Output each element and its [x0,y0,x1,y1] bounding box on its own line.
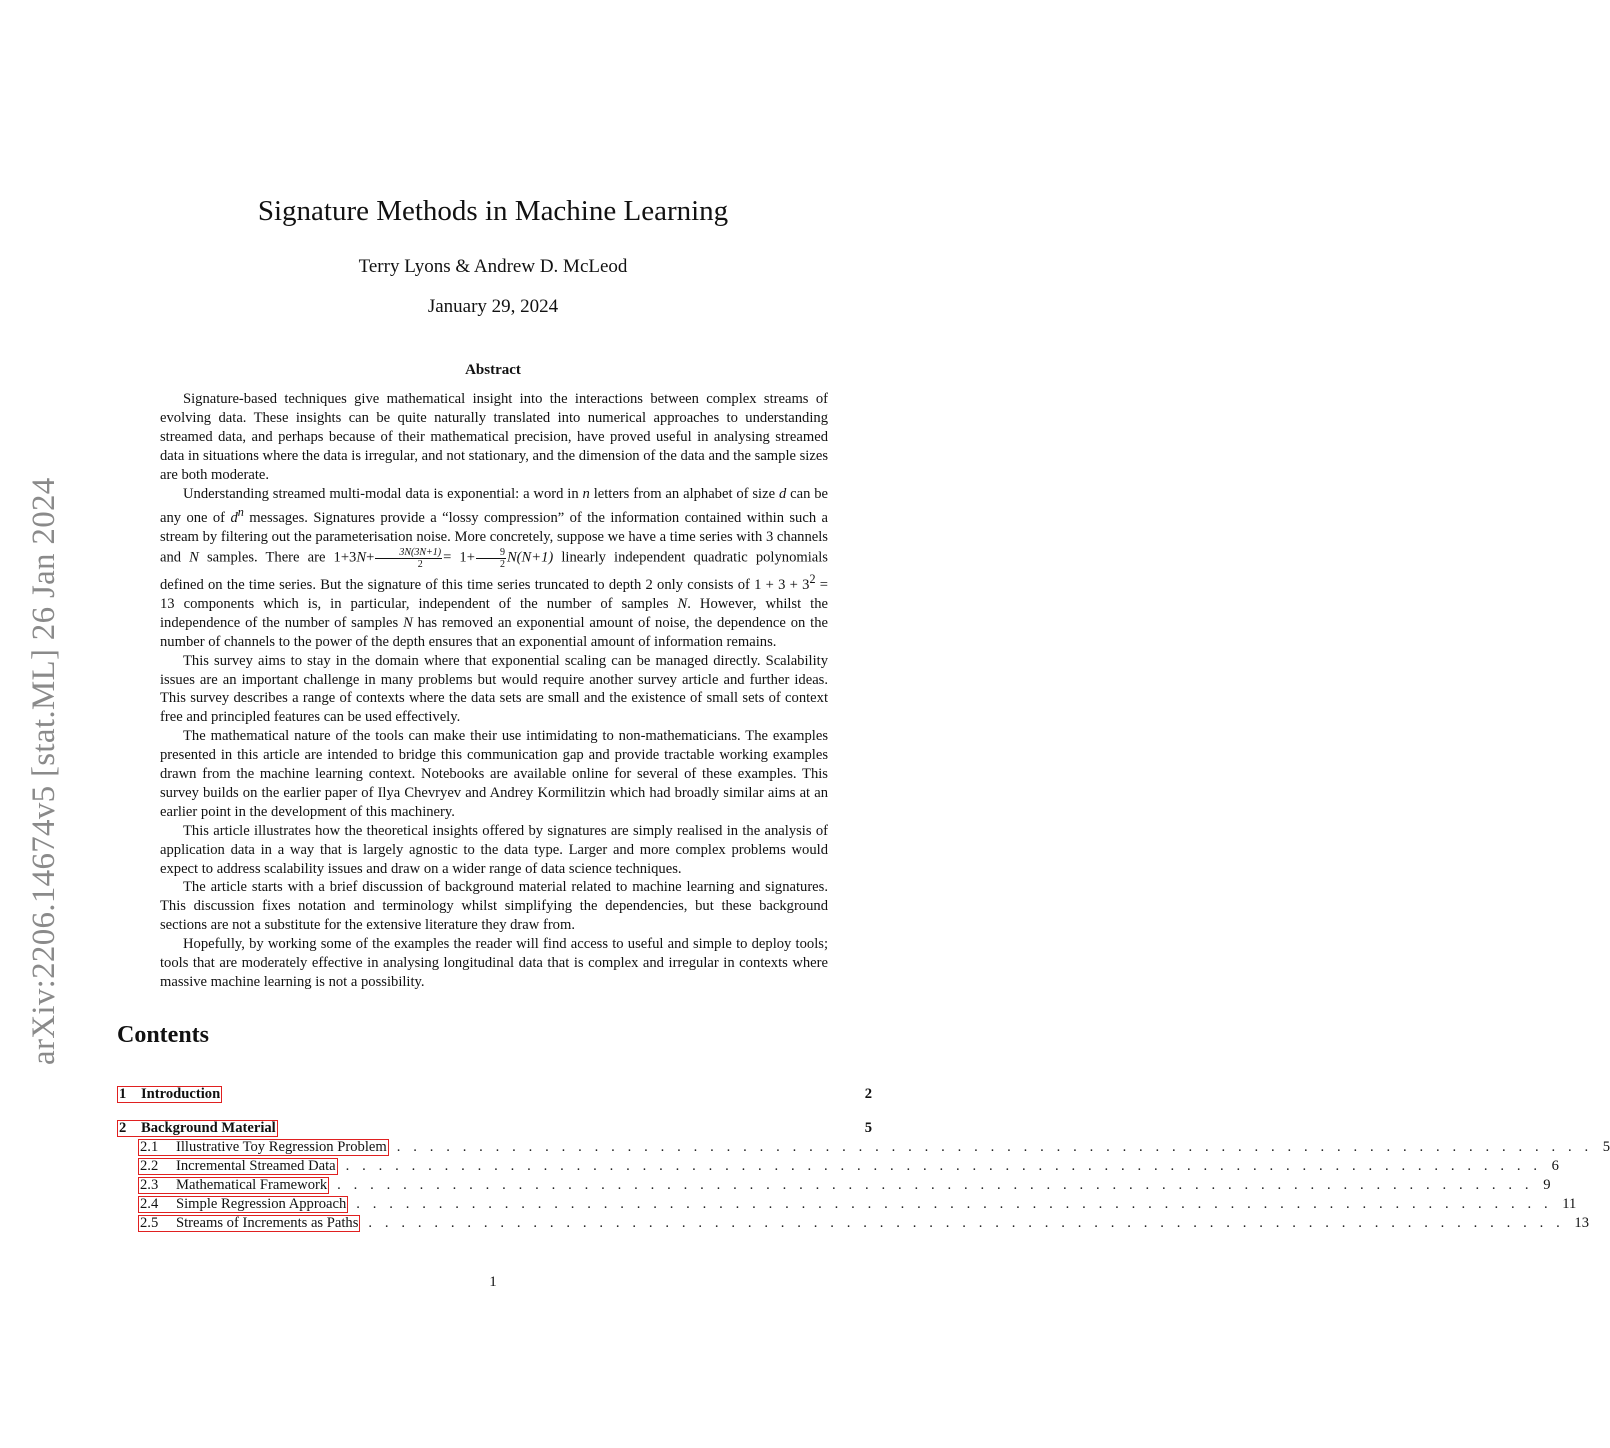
toc-link-introduction[interactable]: 1 Introduction [119,1086,221,1102]
toc-link-mathematical-framework[interactable]: 2.3 Mathematical Framework [140,1177,328,1193]
toc-page: 9 [1543,1177,1551,1193]
paper-date: January 29, 2024 [427,296,559,317]
toc-page: 13 [1574,1215,1590,1231]
toc-leader-dots: . . . . . . . . . . . . . . . . . . . . . . . . . . . . . . . . . . . . . . . . . . . . . . . . . . . . . . . . . . . . . . . . . . . . . . . . . [337,1177,1534,1193]
toc-page: 5 [1602,1139,1610,1155]
abstract-paragraph-7: Hopefully, by working some of the examples the reader will find access to useful and simple to deploy tools; tools that are moderately effective in analysing longitudinal data that is complex and irregular in contexts where massive machine learning is not a possibility. [160,936,828,990]
toc-leader-dots: . . . . . . . . . . . . . . . . . . . . . . . . . . . . . . . . . . . . . . . . . . . . . . . . . . . . . . . . . . . . . . . . . . . . . . . . . [396,1139,1593,1155]
toc-link-incremental-streamed-data[interactable]: 2.2 Incremental Streamed Data [140,1158,336,1174]
toc-entry-toy-regression [117,1139,1610,1158]
contents-heading: Contents [117,1022,210,1048]
fraction-3n: $\frac{3N(3N+1)}{2}$ [375,547,442,570]
abstract-paragraph-4: The mathematical nature of the tools can make their use intimidating to non-mathematicians. The examples presented in this article are intended to bridge this communication gap and provide tractable working examples drawn from the machine learning context. Notebooks are available online for several of these examples. This survey builds on the earlier paper of Ilya Chevryev and Andrey Kormilitzin which had broadly similar aims at an earlier point in the development of this machinery. [160,728,828,820]
table-of-contents [117,1086,1610,1234]
abstract-paragraph-6: The article starts with a brief discussion of background material related to machine learning and signatures. This discussion fixes notation and terminology whilst simplifying the dependencies, but these background sections are not a substitute for the extensive literature they draw from. [160,879,828,934]
abstract-paragraph-5: This article illustrates how the theoretical insights offered by signatures are simply realised in the analysis of application data in a way that is largely agnostic to the data type. Larger and more complex problems would expect to address scalability issues and draw on a wider range of data science techniques. [160,822,828,877]
toc-leader-dots: . . . . . . . . . . . . . . . . . . . . . . . . . . . . . . . . . . . . . . . . . . . . . . . . . . . . . . . . . . . . . . . . . . . . . . . . . [356,1196,1553,1212]
page-number: 1 [489,1274,497,1290]
abstract-body [160,390,828,992]
abstract-paragraph-3: This survey aims to stay in the domain where that exponential scaling can be managed directly. Scalability issues are an important challenge in many problems but would require another survey article and further ideas. This survey describes a range of contexts where the data sets are small and the existence of small sets of context free and principled features can be used effectively. [160,652,828,726]
toc-page: 6 [1551,1158,1559,1174]
toc-page: 11 [1562,1196,1577,1212]
abstract-paragraph-1: Signature-based techniques give mathematical insight into the interactions between complex streams of evolving data. These insights can be quite naturally translated into numerical approaches to understanding streamed data, and perhaps because of their mathematical precision, have proved useful in analysing streamed data in situations where the data is irregular, and not stationary, and the dimension of the data and the sample sizes are both moderate. [160,391,828,483]
abstract-paragraph-2: Understanding streamed multi-modal data is exponential: a word in n letters from an alphabet of size d can be any one of $d^n$ messages. Signatures provide a “lossy compression” of the information contained within such a stream by filtering out the parameterisation noise. More concretely, suppose we have a time series with 3 channels and N samples. There are 1+3N+ $\frac{3N(3N+1)}{2}$ = 1+ $\frac{9}{2}$ N(N+1) linearly independent quadratic polynomials defined on the time series. But the signature of this time series truncated to depth 2 only consists of $1 + 3 + 3^2 = 13$ components which is, in particular, independent of the number of samples N. However, whilst the independence of the number of samples N has removed an exponential amount of noise, the dependence on the number of channels to the power of the depth ensures that an exponential amount of information remains. [160,485,829,650]
toc-entry-introduction [117,1086,872,1105]
toc-link-simple-regression[interactable]: 2.4 Simple Regression Approach [140,1196,347,1212]
paper-title: Signature Methods in Machine Learning [257,195,729,227]
toc-page: 2 [864,1086,872,1102]
toc-entry-background-material [117,1120,872,1139]
toc-entry-streams-of-increments [117,1215,1590,1234]
fraction-9-over-2: $\frac{9}{2}$ [476,547,506,570]
toc-entry-incremental-streamed-data [117,1158,1559,1177]
toc-entry-simple-regression [117,1196,1577,1215]
toc-link-streams-of-increments[interactable]: 2.5 Streams of Increments as Paths [140,1215,359,1231]
toc-link-toy-regression[interactable]: 2.1 Illustrative Toy Regression Problem [140,1139,387,1155]
toc-leader-dots: . . . . . . . . . . . . . . . . . . . . . . . . . . . . . . . . . . . . . . . . . . . . . . . . . . . . . . . . . . . . . . . . . . . . . . . . . [368,1215,1565,1231]
toc-link-background-material[interactable]: 2 Background Material [119,1120,276,1136]
toc-leader-dots: . . . . . . . . . . . . . . . . . . . . . . . . . . . . . . . . . . . . . . . . . . . . . . . . . . . . . . . . . . . . . . . . . . . . . . . . . [345,1158,1542,1174]
toc-entry-mathematical-framework [117,1177,1551,1196]
paper-authors: Terry Lyons & Andrew D. McLeod [358,256,628,277]
abstract-heading: Abstract [465,362,521,378]
toc-page: 5 [864,1120,872,1136]
arxiv-identifier-stamp: arXiv:2206.14674v5 [stat.ML] 26 Jan 2024 [26,477,62,1065]
